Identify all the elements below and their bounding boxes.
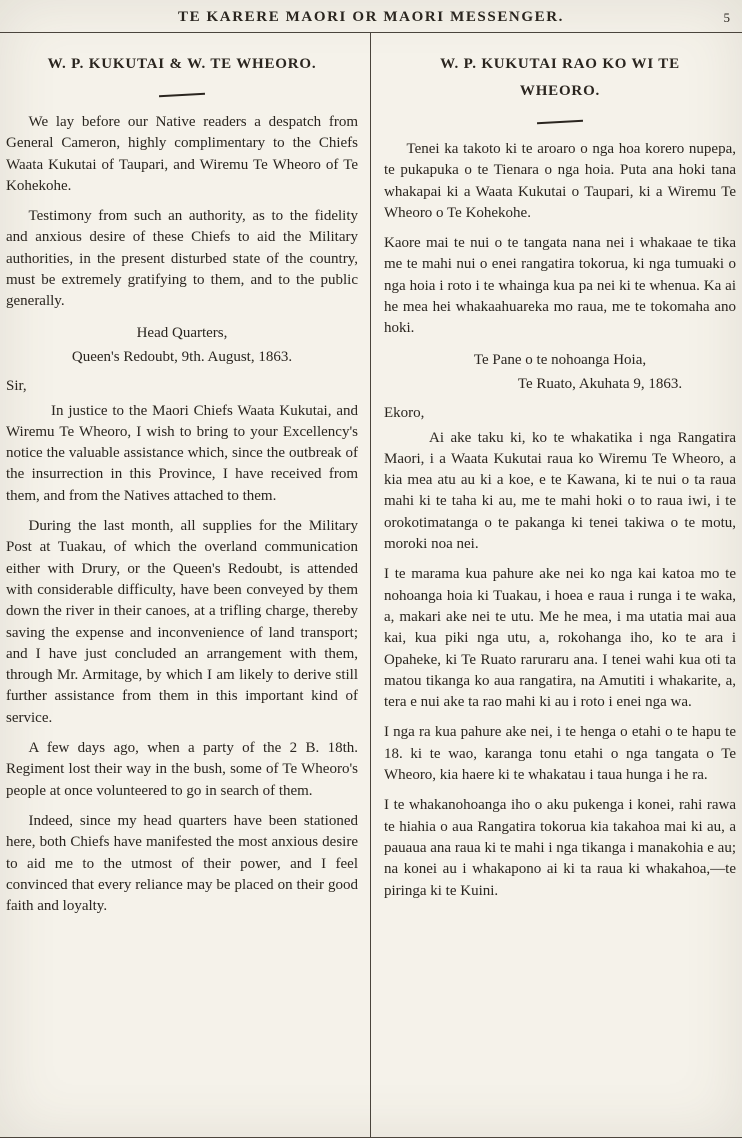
salutation: Sir,: [6, 378, 27, 395]
paragraph: Testimony from such an authority, as to the fidelity and anxious desire of these Chiefs to aid the Military authorities, in the present disturbed state of the country, must be extremely gratifying to them, and to the public generally.: [6, 208, 358, 310]
paragraph: Tenei ka takoto ki te aroaro o nga hoa korero nupepa, te pukapuka o te Tienara o nga hoia. Puta ana hoki tana whakapai ki a Waata Kukutai o Taupari, ki a Wiremu Te Wheoro o Te Kohekohe.: [384, 141, 736, 221]
dateline-date: Queen's Redoubt, 9th. August, 1863.: [71, 348, 293, 365]
left-article-heading: W. P. KUKUTAI & W. TE WHEORO.: [47, 56, 317, 72]
columns-container: [0, 33, 742, 1137]
page-number: 5: [723, 10, 730, 25]
paragraph: A few days ago, when a party of the 2 B. 18th. Regiment lost their way in the bush, some of Te Wheoro's people at once volunteered to go in search of them.: [6, 740, 358, 799]
paragraph: I te whakanohoanga iho o aku pukenga i konei, rahi rawa te hiahia o aua Rangatira tokorua kia takahoa mai ki au, a pauaua ana raua ki te mahi i nga tikanga i manakohia e au; na konei au i whakapono ai ki ta raua ki whakahoa,—te piringa ki te Kuini.: [384, 797, 736, 899]
dateline-place: Te Pane o te nohoanga Hoia,: [473, 351, 647, 368]
paragraph: Kaore mai te nui o te tangata nana nei i whakaae te tika me te mahi nui o enei rangatira tokorua, ki nga tumuaki o nga hoia i roto i te whainga kua pa nei ki te whenua. Ka ai he mea hei whakaahuareka mo raua, me te tokomaha ano hoki.: [384, 235, 736, 337]
column-divider-rule: [370, 33, 371, 1137]
left-column: [0, 33, 370, 1137]
masthead: [0, 0, 742, 32]
paragraph: We lay before our Native readers a despatch from General Cameron, highly complimentary to the Chiefs Waata Kukutai of Taupari, and Wiremu Te Wheoro of Te Kohekohe.: [6, 114, 358, 194]
salutation: Ekoro,: [384, 405, 425, 422]
right-article-heading: W. P. KUKUTAI RAO KO WI TE WHEORO.: [440, 56, 680, 99]
paragraph: I te marama kua pahure ake nei ko nga kai katoa mo te nohoanga hoia ki Tuakau, i hoea e raua i runga i te waka, a, makari ake nei te utu. Me he mea, i ma utatia mai aua kai, kua piki nga utu, a, rokohanga iho, ko te ara i Opaheke, ki Te Ruato raruraru ana. I tenei wahi kua oti ta matou tikanga ko aua rangatira, na Amutiti i whakarite, a, tera e nui ake ta rao mahi ki au i roto i enei nga wa.: [384, 566, 736, 711]
heading-divider: [159, 93, 205, 97]
paragraph: During the last month, all supplies for the Military Post at Tuakau, of which the overland communication either with Drury, or the Queen's Redoubt, is attended with considerable difficulty, have been conveyed by them down the river in their canoes, at a trifling charge, thereby saving the expense and inconvenience of land transport; and I have just concluded an arrangement with them, through Mr. Armitage, by which I am likely to derive still further assistance from them in this important kind of service.: [6, 518, 358, 726]
masthead-title: TE KARERE MAORI OR MAORI MESSENGER.: [177, 9, 565, 25]
paragraph: Indeed, since my head quarters have been stationed here, both Chiefs have manifested the most anxious desire to aid me to the utmost of their power, and I feel convinced that every reliance may be placed on their good faith and loyalty.: [6, 812, 358, 915]
heading-divider: [537, 120, 583, 124]
dateline-date: Te Ruato, Akuhata 9, 1863.: [517, 375, 683, 392]
paragraph: In justice to the Maori Chiefs Waata Kukutai, and Wiremu Te Wheoro, I wish to bring to your Excellency's notice the valuable assistance which, since the outbreak of the insurrection in this Province, I have received from them, and from the Natives attached to them.: [6, 402, 358, 504]
paragraph: I nga ra kua pahure ake nei, i te henga o etahi o te hapu te 18. ki te wao, karanga tonu etahi o nga tangata o Te Wheoro, kia haere ki te whakatau i taua hunga i he ra.: [384, 724, 736, 784]
right-column: [370, 33, 742, 1137]
paragraph: Ai ake taku ki, ko te whakatika i nga Rangatira Maori, i a Waata Kukutai raua ko Wiremu Te Wheoro, a kia mea atu au ki a koe, e te Kawana, ki te nui o ta raua mahi ki te taha ki au, me te mahi hoki o to raua iwi, i te orokotimatanga o te pakanga ki tenei takiwa o te motu, moroki noa nei.: [384, 429, 736, 553]
dateline-place: Head Quarters,: [136, 324, 228, 341]
